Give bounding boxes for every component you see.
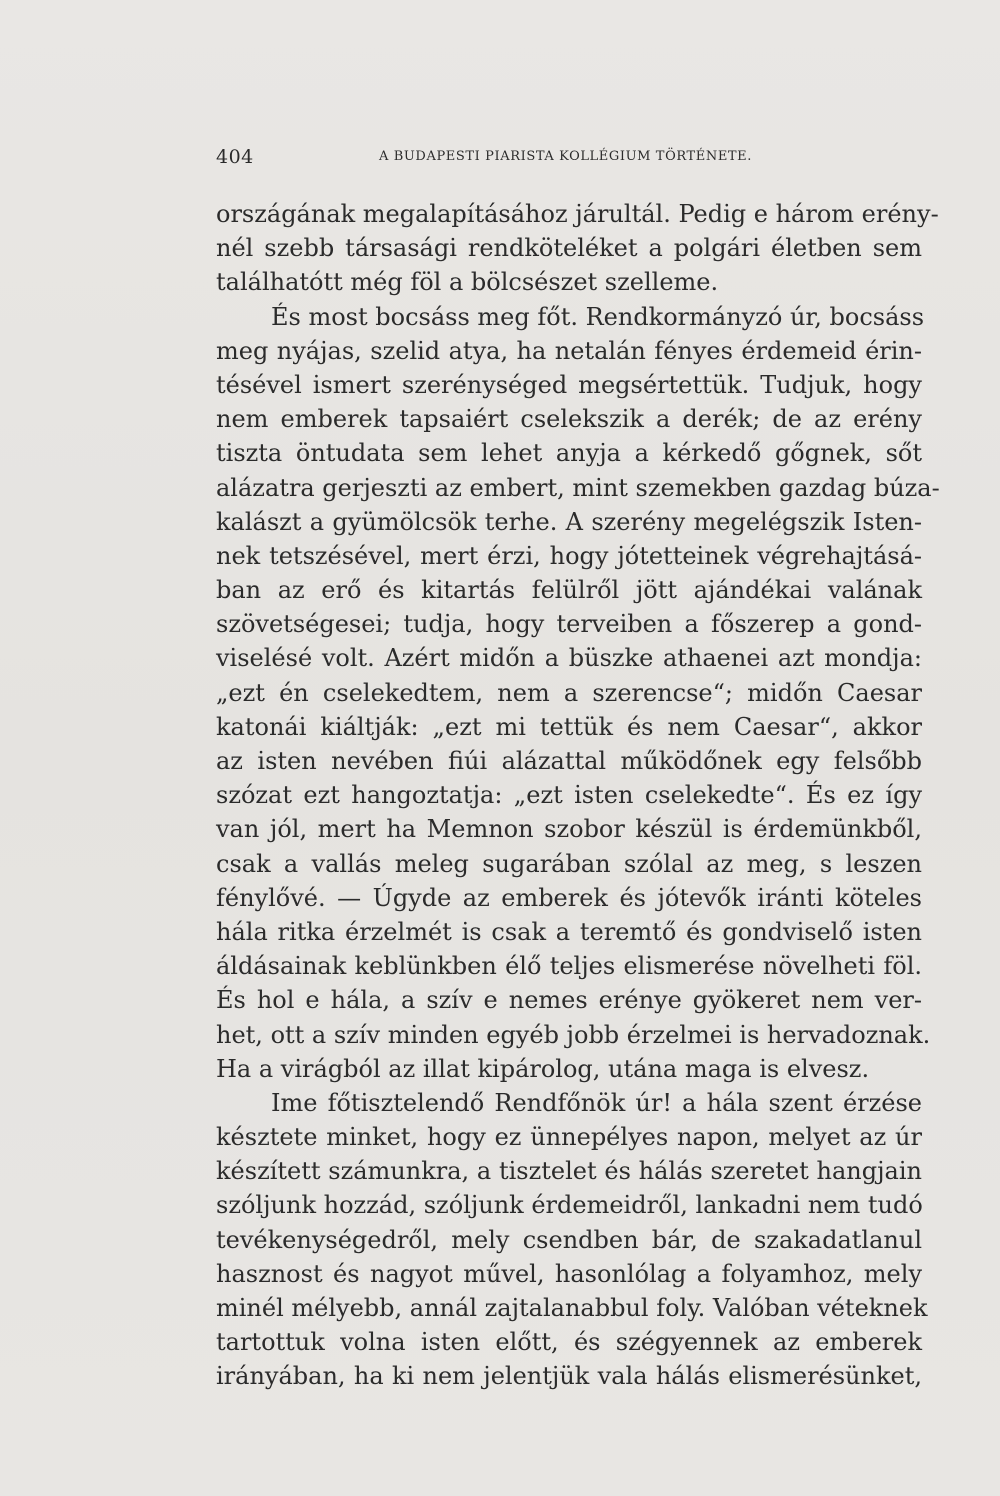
text-line: kalászt a gyümölcsök terhe. A szerény megelégszik Isten-: [216, 507, 922, 536]
text-line: késztete minket, hogy ez ünnepélyes napon, melyet az úr: [216, 1123, 922, 1152]
text-line: viselésé volt. Azért midőn a büszke athaenei azt mondja:: [216, 644, 922, 673]
text-line: szövetségesei; tudja, hogy terveiben a főszerep a gond-: [216, 610, 922, 639]
text-line: található​tt még föl a bölcsészet szelleme.: [216, 268, 719, 297]
text-line: szóljunk hozzád, szóljunk érdemeidről, lankadni nem tudó: [216, 1191, 923, 1220]
text-line: És most bocsáss meg főt. Rendkormányzó úr, bocsáss: [271, 302, 925, 331]
text-line: tevékenységedről, mely csendben bár, de szakadatlanul: [216, 1225, 922, 1254]
running-title: A BUDAPESTI PIARISTA KOLLÉGIUM TÖRTÉNETE.: [379, 149, 753, 164]
text-line: minél mélyebb, annál zajtalanabbul foly. Valóban véteknek: [216, 1294, 928, 1322]
text-line: nél szebb társasági rendköteléket a polgári életben sem: [216, 234, 922, 263]
text-line: ban az erő és kitartás felülről jött ajándékai valának: [216, 576, 922, 605]
text-line: országának megalapításához járultál. Pedig e három erény-: [216, 200, 939, 228]
running-head: [216, 146, 922, 170]
text-line: készített számunkra, a tisztelet és hálás szeretet hangjain: [216, 1157, 922, 1186]
text-line: nem emberek tapsaiért cselekszik a derék; de az erény: [216, 405, 922, 434]
text-line: Ha a virágból az illat kipárolog, utána maga is elvesz.: [216, 1054, 870, 1083]
text-line: tiszta öntudata sem lehet anyja a kérkedő gőgnek, sőt: [216, 439, 922, 468]
text-line: nek tetszésével, mert érzi, hogy jótetteinek végrehajtásá-: [216, 541, 922, 570]
text-line: áldásainak keblünkben élő teljes elismerése növelheti föl.: [216, 952, 922, 981]
text-line: csak a vallás meleg sugarában szólal az meg, s leszen: [216, 849, 922, 878]
body-text: [216, 197, 940, 1394]
text-line: katonái kiáltják: „ezt mi tettük és nem Caesar“, akkor: [216, 712, 922, 741]
text-line: hasznost és nagyot művel, hasonlólag a folyamhoz, mely: [216, 1259, 922, 1288]
text-line: fénylővé. — Úgyde az emberek és jótevők iránti köteles: [216, 883, 922, 912]
text-line: hála ritka érzelmét is csak a teremtő és gondviselő isten: [216, 917, 922, 946]
text-line: szózat ezt hangoztatja: „ezt isten cselekedte“. És ez így: [216, 781, 922, 810]
text-line: az isten nevében fiúi alázattal működőnek egy felsőbb: [216, 747, 922, 775]
text-line: alázatra gerjeszti az embert, mint szemekben gazdag búza-: [216, 473, 940, 502]
text-line: tésével ismert szerénységed megsértettük. Tudjuk, hogy: [216, 370, 922, 399]
text-line: van jól, mert ha Memnon szobor készül is érdemünkből,: [216, 815, 922, 844]
text-line: meg nyájas, szelid atya, ha netalán fényes érdemeid érin-: [216, 336, 922, 365]
text-line: Ime főtisztelendő Rendfőnök úr! a hála szent érzése: [271, 1088, 922, 1117]
text-line: tartottuk volna isten előtt, és szégyennek az emberek: [216, 1328, 922, 1357]
page-number: 404: [216, 146, 254, 168]
text-line: het, ott a szív minden egyéb jobb érzelmei is hervadoznak.: [216, 1020, 931, 1049]
text-line: És hol e hála, a szív e nemes erénye gyökeret nem ver-: [216, 986, 922, 1015]
text-line: irányában, ha ki nem jelentjük vala hálás elismerésünket,: [216, 1362, 922, 1391]
text-line: „ezt én cselekedtem, nem a szerencse“; midőn Caesar: [216, 678, 922, 707]
